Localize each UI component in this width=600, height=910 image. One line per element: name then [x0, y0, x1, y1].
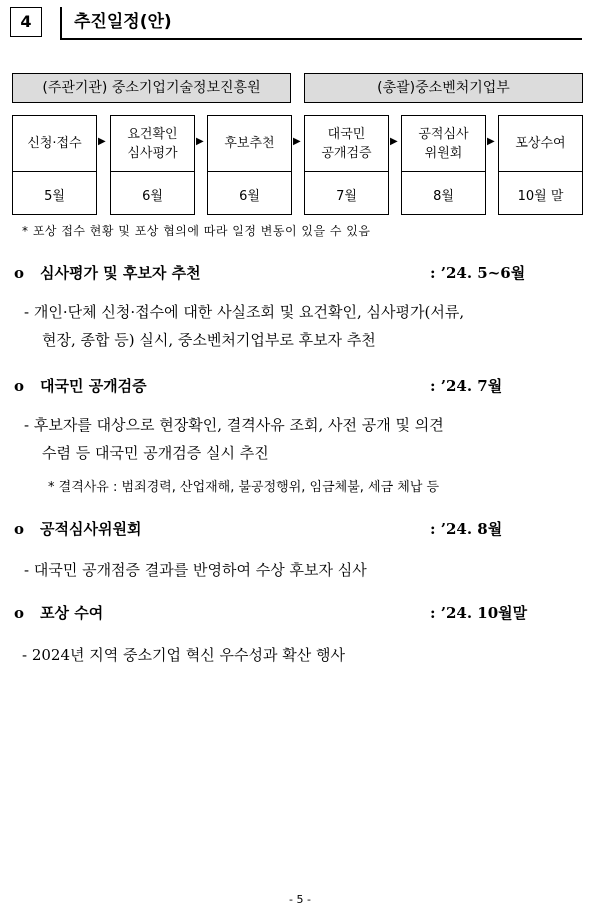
step-name: 신청·접수 — [13, 116, 96, 172]
arrow-icon: ▶ — [98, 136, 106, 147]
section-number: 4 — [10, 7, 42, 37]
item-date: : ’24. 8월 — [430, 520, 503, 538]
item-heading — [14, 518, 584, 540]
step-box — [304, 115, 389, 215]
step-name: 공적심사 위원회 — [402, 116, 485, 172]
step-box — [401, 115, 486, 215]
step-date: 5월 — [44, 188, 65, 204]
schedule-note: * 포상 접수 현황 및 포상 협의에 따라 일정 변동이 있을 수 있음 — [22, 224, 371, 238]
item-heading — [14, 602, 584, 624]
item-subnote: * 결격사유 : 범죄경력, 산업재해, 불공정행위, 임금체불, 세금 체납 등 — [48, 480, 440, 495]
page-number: - 5 - — [289, 893, 311, 906]
lead-org-box: (총괄)중소벤처기업부 — [304, 73, 583, 103]
item-date: : ’24. 7월 — [430, 377, 503, 395]
step-name: 요건확인 심사평가 — [111, 116, 194, 172]
step-name: 대국민 공개검증 — [305, 116, 388, 172]
step-date: 7월 — [336, 188, 357, 204]
item-bullet: o — [14, 520, 25, 538]
step-date: 6월 — [142, 188, 163, 204]
item-title: 대국민 공개검증 — [40, 377, 147, 395]
item-date: : ’24. 10월말 — [430, 604, 528, 622]
step-date: 8월 — [433, 188, 454, 204]
arrow-icon: ▶ — [390, 136, 398, 147]
host-org-box: (주관기관) 중소기업기술정보진흥원 — [12, 73, 291, 103]
item-bullet: o — [14, 604, 25, 622]
section-underline — [60, 38, 582, 40]
section-title: 추진일정(안) — [74, 12, 172, 32]
arrow-icon: ▶ — [487, 136, 495, 147]
item-bullet: o — [14, 377, 25, 395]
item-bullet: o — [14, 264, 25, 282]
section-divider — [60, 7, 62, 39]
step-date: 6월 — [239, 188, 260, 204]
arrow-icon: ▶ — [293, 136, 301, 147]
step-date: 10월 말 — [517, 188, 564, 204]
arrow-icon: ▶ — [196, 136, 204, 147]
step-box — [207, 115, 292, 215]
item-title: 공적심사위원회 — [40, 520, 142, 538]
item-date: : ’24. 5~6월 — [430, 264, 526, 282]
item-title: 심사평가 및 후보자 추천 — [40, 264, 201, 282]
item-description: - 후보자를 대상으로 현장확인, 결격사유 조회, 사전 공개 및 의견 수렴 등 대국민 공개검증 실시 추진 — [24, 416, 444, 462]
step-box — [12, 115, 97, 215]
step-name: 포상수여 — [499, 116, 582, 172]
step-box — [110, 115, 195, 215]
item-title: 포상 수여 — [40, 604, 104, 622]
item-description: - 대국민 공개점증 결과를 반영하여 수상 후보자 심사 — [24, 561, 367, 579]
step-box — [498, 115, 583, 215]
item-heading — [14, 262, 584, 284]
step-name: 후보추천 — [208, 116, 291, 172]
section-header — [10, 7, 582, 41]
item-heading — [14, 375, 584, 397]
item-description: - 2024년 지역 중소기업 혁신 우수성과 확산 행사 — [22, 646, 345, 664]
item-description: - 개인·단체 신청·접수에 대한 사실조회 및 요건확인, 심사평가(서류, 현장, 종합 등) 실시, 중소벤처기업부로 후보자 추천 — [24, 303, 465, 349]
